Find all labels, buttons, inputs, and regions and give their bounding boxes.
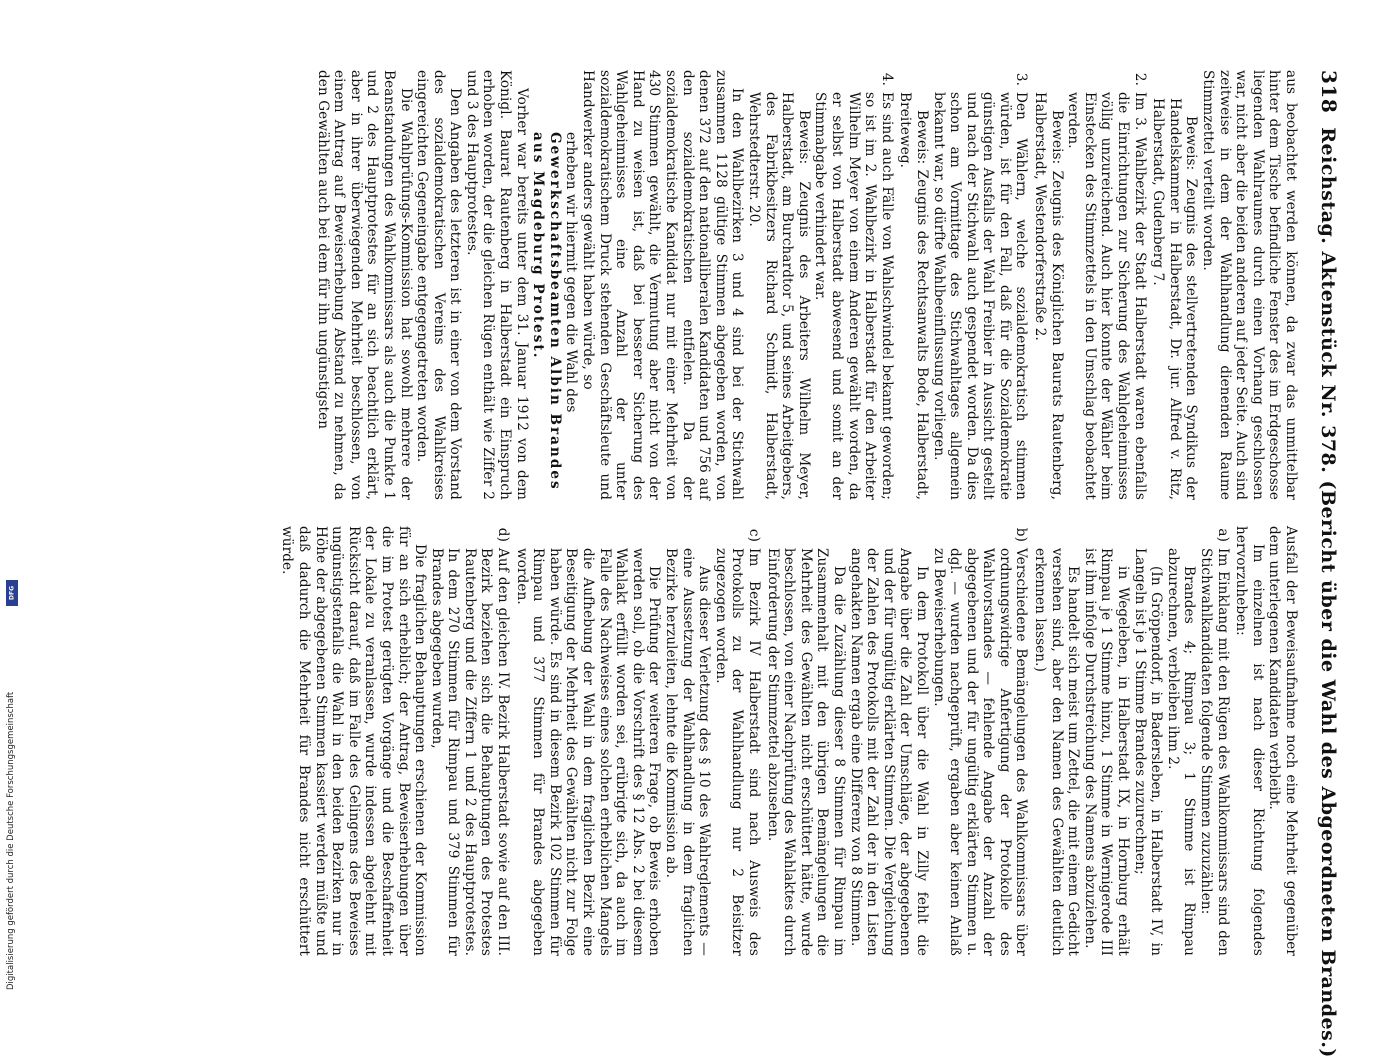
finding-a <box>1032 526 1231 956</box>
item-text: Es sind auch Fälle von Wahlschwindel bekannt geworden; so ist im 2. Wahlbezirk in Halberstadt für den Arbeiter Wilhelm Meyer von einem Anderen gewählt worden, da er selbst von Halberstadt abwesend und somit an der Stimmabgabe verhindert war. <box>812 92 895 500</box>
item-text: Da die Zuzählung dieser 8 Stimmen für Rimpau im Zusammenhalt mit den übrigen Bemängelungen die Mehrheit des Gewählten nicht erschüttert hätte, wurde beschlossen, von einer Nachprüfung des Wahlaktes durch Einforderung der Stimmzettel abzusehen. <box>764 548 847 956</box>
item-text: Auf den gleichen IV. Bezirk Halberstadt sowie auf den III. Bezirk beziehen sich die Behauptungen des Protestes Rautenberg und die Ziffern 1 und 2 des Hauptprotestes. In dem 270 Stimmen für Rimpau und 379 Stimmen für Brandes abgegeben wurden, <box>428 548 512 956</box>
item-text: Den Wählern, welche sozialdemokratisch stimmen würden, ist für den Fall, daß für die Sozialdemokratie günstigen Ausfalls der Wahl Freibier in Aussicht gestellt und nach der Stichwahl auch gespendet worden. Da dies schon am Vormittage des Stichwahltages allgemein bekannt war, so dürfte Wahlbeeinflussung vorliegen. <box>930 92 1030 500</box>
item-text: Es handelt sich meist um Zettel, die mit einem Gedicht versehen sind, aber den Namen des Gewählten deutlich erkennen lassen.) <box>1032 548 1082 956</box>
item-number: 2. <box>1131 72 1148 86</box>
credit-text: Digitalisierung gefördert durch die Deutsche Forschungsgemeinschaft <box>6 691 16 990</box>
dfg-logo: DFG <box>6 580 18 606</box>
item-text: Brandes 4; Rimpau 3; 1 Stimme ist Rimpau abzurechnen, verbleiben ihm 2. <box>1164 548 1198 956</box>
paragraph: Den Angaben des letzteren ist in einer von dem Vorstand des sozialdemokratischen Vereins des Wahlkreises eingereichten Gegeneingabe entgegengetreten worden. <box>414 70 464 500</box>
protest-item-3 <box>897 70 1030 500</box>
paragraph: Vorher war bereits unter dem 31. Januar 1912 von dem Königl. Baurat Rautenberg in Halberstadt ein Einspruch erhoben worden, der die gleichen Rügen enthält wie Ziffer 2 und 3 des Hauptprotestes. <box>463 70 530 500</box>
item-text: In dem Protokoll über die Wahl in Zilly fehlt die Angabe über die Zahl der Umschläge, der abgegebenen und der für ungültig erklärten Stimmen. Die Vergleichung der Zahlen des Protokolls mit der Zahl der in den Listen angehakten Namen ergab eine Differenz von 8 Stimmen. <box>847 548 930 956</box>
item-text: Im Bezirk IV Halberstadt sind nach Ausweis des Protokolls zu der Wahlhandlung nur 2 Beisitzer zugezogen worden. <box>712 548 762 956</box>
proof-statement: Beweis: Zeugnis des Königlichen Baurats Rautenberg, Halberstadt, Westendorferstraße 2. <box>1032 92 1065 500</box>
right-column <box>279 526 1299 956</box>
item-number: b) <box>1013 527 1030 542</box>
item-number: 4. <box>878 72 895 86</box>
paragraph: Ausfall der Beweisaufnahme noch eine Mehrheit gegenüber dem unterlegenen Kandidaten verbleibt. <box>1266 526 1299 956</box>
paragraph: Im einzelnen ist nach dieser Richtung folgendes hervorzuheben: <box>1233 526 1266 956</box>
left-column <box>279 70 1299 500</box>
protest-name: Gewerkschaftsbeamten Albin Brandes <box>546 132 563 491</box>
text-columns <box>279 70 1299 956</box>
item-text: Verschiedene Bemängelungen des Wahlkommissars über ordnungswidrige Anfertigung der Protokolle des Wahlvorstandes — fehlende Angabe der Anzahl der abgegebenen und der für ungültig erklärten Stimmen u. dgl. — wurden nachgeprüft, ergaben aber keinen Anlaß zu Beweiserhebungen. <box>930 548 1030 956</box>
protest-item-4 <box>745 70 894 500</box>
proof-statement: Beweis: Zeugnis des stellvertretenden Syndikus der Handelskammer in Halberstadt, Dr. jur. Alfred v. Ritz, Halberstadt, Gudenberg 7. <box>1150 98 1200 500</box>
finding-b <box>764 526 1030 956</box>
running-header <box>1307 70 1341 1058</box>
item-text: in Wegeleben, in Halberstadt IX, in Hornburg erhält Rimpau je 1 Stimme hinzu, 1 Stimme in Wernigerode III ist ihm infolge Durchstreichung des Namens abzuziehen. <box>1081 548 1132 956</box>
document-page <box>61 60 1341 1058</box>
paragraph: Die fraglichen Behauptungen erschienen der Kommission für an sich erheblich; der Antrag, Beweiserhebungen über die im Protest gerügten Vorgänge und die Beschaffenheit der Lokale zu veranlassen, wurde indessen abgelehnt mit Rücksicht darauf, daß im Falle des Gelingens des Beweises ungünstigstenfalls die Wahl in den beiden Bezirken nur in Höhe der abgegebenen Stimmen kassiert werden müßte und daß dadurch die Mehrheit für Brandes nicht erschüttert würde. <box>279 526 429 956</box>
item-text: (In Gröppendorf, in Badersleben, in Halberstadt IV, in Langeln ist je 1 Stimme Brandes zuzurechnen; <box>1131 548 1165 956</box>
finding-c <box>513 526 762 956</box>
protest-item-2 <box>1032 70 1148 500</box>
item-number: d) <box>495 527 512 542</box>
item-text: Im Einklang mit den Rügen des Wahlkommissars sind den Stichwahlkandidaten folgende Stimmen zuzuzählen: <box>1198 548 1231 956</box>
proof-statement: Beweis: Zeugnis des Arbeiters Wilhelm Meyer, Halberstadt, am Burchardtor 5, und seines Arbeitgebers, des Fabrikbesitzers Richard Schmidt, Halberstadt, Wehrstedterstr. 20. <box>746 92 812 500</box>
item-text: Aus dieser Verletzung des § 10 des Wahlreglements — eine Aussetzung der Wahlhandlung in dem fraglichen Bezirke herzuleiten, lehnte die Kommission ab. <box>663 548 713 956</box>
proof-statement: Beweis: Zeugnis des Rechtsanwalts Bode, Halberstadt, Breiteweg. <box>897 92 930 500</box>
item-text: Die Prüfung der weiteren Frage, ob Beweis erhoben werden soll, ob die Vorschrift des § 12 Abs. 2 bei diesem Wahlakt erfüllt worden sei, erübrigte sich, da auch im Falle des Nachweises eines solchen erheblichen Mangels die Aufhebung der Wahl in dem fraglichen Bezirk eine Beseitigung der Mehrheit des Gewählten nicht zur Folge haben würde. Es sind in diesem Bezirk 102 Stimmen für Rimpau und 377 Stimmen für Brandes abgegeben worden. <box>513 548 663 956</box>
item-number: c) <box>746 528 762 542</box>
page-title: Reichstag. Aktenstück Nr. 378. (Bericht über die Wahl des Abgeordneten Brandes.) <box>1317 127 1339 1058</box>
finding-d <box>428 526 511 956</box>
protest-line: erheben wir hiermit gegen die Wahl des <box>563 132 580 413</box>
page-number: 318 <box>1317 70 1341 114</box>
paragraph: aus beobachtet werden können, da zwar das unmittelbar hinter dem Tische befindliche Fenster des im Erdgeschosse liegenden Wahlraumes durch einen Vorhang geschlossen war, nicht aber die beiden anderen auf jeder Seite. Auch sind zeitweise in dem der Wahlhandlung dienenden Raume Stimmzettel verteilt worden. <box>1200 70 1299 500</box>
paragraph: In den Wahlbezirken 3 und 4 sind bei der Stichwahl zusammen 1128 gültige Stimmen abgegeben worden, von denen 372 auf den nationalliberalen Kandidaten und 756 auf den sozialdemokratischen entfielen. Da der sozialdemokratische Kandidat nur mit einer Mehrheit von 430 Stimmen gewählt, die Vermutung aber nicht von der Hand zu weisen ist, daß bei besserer Sicherung des Wahlgeheimnisses eine Anzahl der unter sozialdemokratischem Druck stehenden Geschäftsleute und Handwerker anders gewählt haben würde, so <box>580 70 746 500</box>
item-number: a) <box>1214 528 1231 542</box>
item-number: 3. <box>1013 72 1030 86</box>
item-text: Im 3. Wahlbezirk der Stadt Halberstadt waren ebenfalls die Einrichtungen zur Sicherung des Wahlgeheimnisses völlig unzureichend. Auch hier konnte der Wähler beim Einstecken des Stimmzettels in den Umschlag beobachtet werden. <box>1065 92 1148 500</box>
protest-place: aus Magdeburg Protest. <box>530 132 547 360</box>
digitization-credit <box>6 586 18 990</box>
paragraph: Die Wahlprüfungs-Kommission hat sowohl mehrere der Beanstandungen des Wahlkommissars als auch die Punkte 1 und 2 des Hauptprotestes für an sich beachtlich erklärt, aber in ihrer überwiegenden Mehrheit beschlossen, von einem Antrag auf Beweiserhebung Abstand zu nehmen, da den Gewählten auch bei dem für ihn ungünstigsten <box>314 70 414 500</box>
